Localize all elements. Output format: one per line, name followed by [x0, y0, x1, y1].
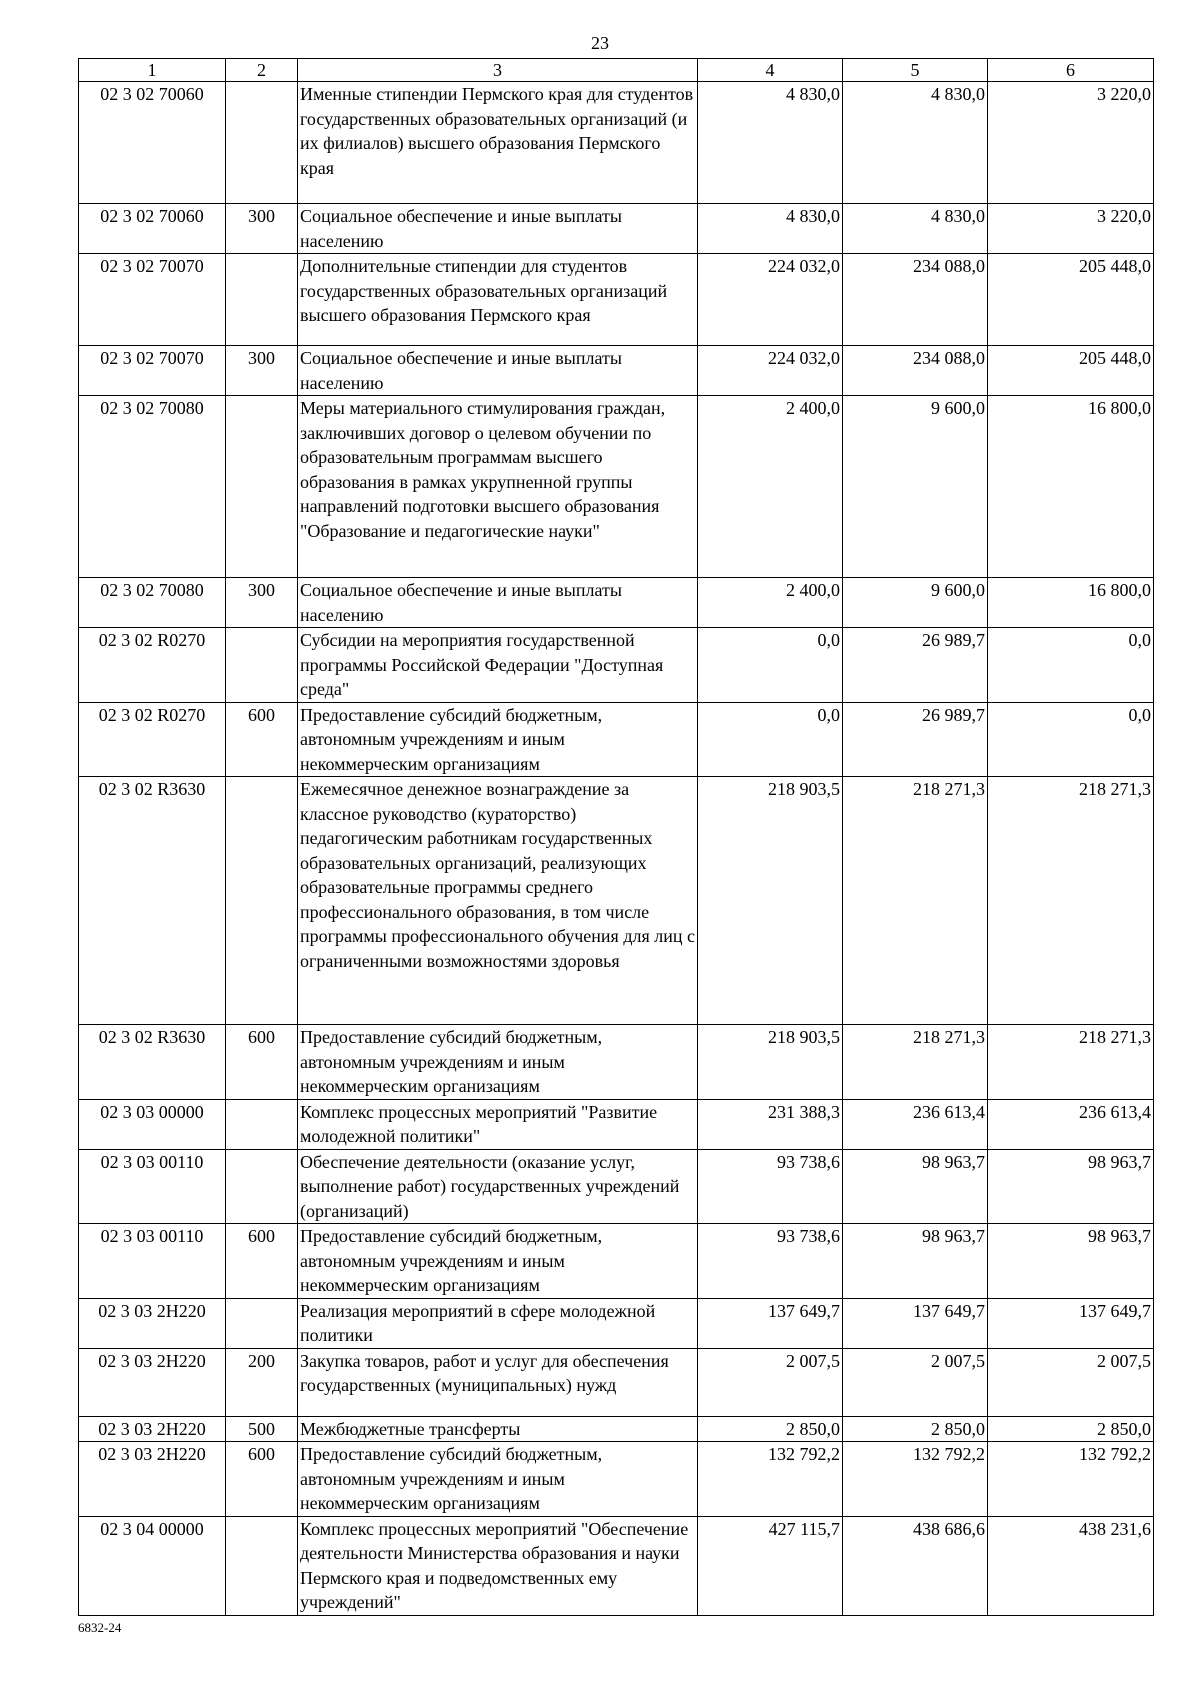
row-name-cell: Предоставление субсидий бюджетным, автономным учреждениям и иным некоммерческим организациям — [298, 1025, 698, 1100]
table-header-row — [79, 59, 1154, 82]
table-row — [79, 204, 1154, 254]
row-code-cell: 02 3 02 R3630 — [79, 777, 226, 1025]
row-expense-type-cell — [226, 1099, 298, 1149]
row-value-col5-cell: 234 088,0 — [843, 254, 988, 346]
row-code-cell: 02 3 02 R0270 — [79, 702, 226, 777]
table-row — [79, 578, 1154, 628]
table-row — [79, 82, 1154, 204]
table-row — [79, 1149, 1154, 1224]
table-row — [79, 1224, 1154, 1299]
row-value-col5-cell: 26 989,7 — [843, 702, 988, 777]
table-row — [79, 1516, 1154, 1615]
row-value-col5-cell: 2 007,5 — [843, 1348, 988, 1416]
row-value-col4-cell: 2 400,0 — [698, 396, 843, 578]
page-number: 23 — [591, 33, 609, 53]
row-code-cell: 02 3 03 2Н220 — [79, 1442, 226, 1517]
budget-table-body — [79, 59, 1154, 1616]
table-row — [79, 777, 1154, 1025]
table-row — [79, 702, 1154, 777]
row-name-cell: Дополнительные стипендии для студентов государственных образовательных организаций высшего образования Пермского края — [298, 254, 698, 346]
table-row — [79, 1298, 1154, 1348]
row-value-col6-cell: 205 448,0 — [988, 346, 1154, 396]
row-name-cell: Межбюджетные трансферты — [298, 1416, 698, 1442]
row-value-col4-cell: 137 649,7 — [698, 1298, 843, 1348]
table-row — [79, 396, 1154, 578]
header-cell-2: 2 — [226, 59, 298, 82]
row-value-col5-cell: 26 989,7 — [843, 628, 988, 703]
row-value-col5-cell: 137 649,7 — [843, 1298, 988, 1348]
row-code-cell: 02 3 03 2Н220 — [79, 1298, 226, 1348]
row-name-cell: Реализация мероприятий в сфере молодежной политики — [298, 1298, 698, 1348]
row-value-col4-cell: 132 792,2 — [698, 1442, 843, 1517]
row-name-cell: Обеспечение деятельности (оказание услуг, выполнение работ) государственных учреждений (организаций) — [298, 1149, 698, 1224]
row-code-cell: 02 3 02 70060 — [79, 82, 226, 204]
row-value-col5-cell: 4 830,0 — [843, 82, 988, 204]
row-value-col4-cell: 4 830,0 — [698, 204, 843, 254]
row-expense-type-cell — [226, 1298, 298, 1348]
row-value-col4-cell: 224 032,0 — [698, 346, 843, 396]
row-name-cell: Комплекс процессных мероприятий "Обеспечение деятельности Министерства образования и науки Пермского края и подведомственных ему учреждений" — [298, 1516, 698, 1615]
row-value-col4-cell: 2 400,0 — [698, 578, 843, 628]
row-value-col5-cell: 9 600,0 — [843, 578, 988, 628]
row-code-cell: 02 3 03 00000 — [79, 1099, 226, 1149]
table-row — [79, 1348, 1154, 1416]
table-row — [79, 346, 1154, 396]
row-expense-type-cell: 600 — [226, 1442, 298, 1517]
table-row — [79, 1416, 1154, 1442]
row-value-col6-cell: 205 448,0 — [988, 254, 1154, 346]
row-expense-type-cell: 600 — [226, 702, 298, 777]
row-value-col4-cell: 0,0 — [698, 628, 843, 703]
row-value-col6-cell: 2 850,0 — [988, 1416, 1154, 1442]
row-expense-type-cell — [226, 396, 298, 578]
row-value-col4-cell: 218 903,5 — [698, 777, 843, 1025]
row-code-cell: 02 3 02 70080 — [79, 396, 226, 578]
row-expense-type-cell: 300 — [226, 578, 298, 628]
row-name-cell: Социальное обеспечение и иные выплаты населению — [298, 578, 698, 628]
row-expense-type-cell: 600 — [226, 1025, 298, 1100]
row-code-cell: 02 3 02 70060 — [79, 204, 226, 254]
row-value-col6-cell: 3 220,0 — [988, 204, 1154, 254]
row-value-col5-cell: 2 850,0 — [843, 1416, 988, 1442]
row-value-col5-cell: 132 792,2 — [843, 1442, 988, 1517]
row-code-cell: 02 3 03 00110 — [79, 1224, 226, 1299]
row-value-col5-cell: 98 963,7 — [843, 1149, 988, 1224]
row-name-cell: Именные стипендии Пермского края для студентов государственных образовательных организаций (и их филиалов) высшего образования Пермского края — [298, 82, 698, 204]
row-code-cell: 02 3 02 R0270 — [79, 628, 226, 703]
row-code-cell: 02 3 02 70070 — [79, 254, 226, 346]
header-cell-1: 1 — [79, 59, 226, 82]
row-value-col6-cell: 3 220,0 — [988, 82, 1154, 204]
row-value-col5-cell: 218 271,3 — [843, 777, 988, 1025]
row-value-col6-cell: 137 649,7 — [988, 1298, 1154, 1348]
row-value-col6-cell: 132 792,2 — [988, 1442, 1154, 1517]
row-code-cell: 02 3 04 00000 — [79, 1516, 226, 1615]
row-value-col6-cell: 16 800,0 — [988, 578, 1154, 628]
row-value-col5-cell: 234 088,0 — [843, 346, 988, 396]
row-name-cell: Предоставление субсидий бюджетным, автономным учреждениям и иным некоммерческим организациям — [298, 1224, 698, 1299]
row-value-col6-cell: 0,0 — [988, 702, 1154, 777]
row-code-cell: 02 3 02 70070 — [79, 346, 226, 396]
row-value-col6-cell: 218 271,3 — [988, 1025, 1154, 1100]
row-value-col6-cell: 0,0 — [988, 628, 1154, 703]
row-value-col4-cell: 0,0 — [698, 702, 843, 777]
row-value-col5-cell: 438 686,6 — [843, 1516, 988, 1615]
budget-table — [78, 58, 1154, 1616]
row-name-cell: Меры материального стимулирования граждан, заключивших договор о целевом обучении по образовательным программам высшего образования в рамках укрупненной группы направлений подготовки высшего образования "Образование и педагогические науки" — [298, 396, 698, 578]
row-name-cell: Предоставление субсидий бюджетным, автономным учреждениям и иным некоммерческим организациям — [298, 1442, 698, 1517]
row-expense-type-cell — [226, 1149, 298, 1224]
row-value-col4-cell: 93 738,6 — [698, 1149, 843, 1224]
row-value-col5-cell: 9 600,0 — [843, 396, 988, 578]
document-footer-code: 6832-24 — [78, 1620, 122, 1635]
row-value-col5-cell: 218 271,3 — [843, 1025, 988, 1100]
header-cell-6: 6 — [988, 59, 1154, 82]
row-value-col4-cell: 224 032,0 — [698, 254, 843, 346]
row-code-cell: 02 3 02 R3630 — [79, 1025, 226, 1100]
row-value-col5-cell: 4 830,0 — [843, 204, 988, 254]
row-code-cell: 02 3 03 2Н220 — [79, 1416, 226, 1442]
header-cell-4: 4 — [698, 59, 843, 82]
row-value-col4-cell: 231 388,3 — [698, 1099, 843, 1149]
row-expense-type-cell: 300 — [226, 346, 298, 396]
row-value-col6-cell: 236 613,4 — [988, 1099, 1154, 1149]
row-name-cell: Комплекс процессных мероприятий "Развитие молодежной политики" — [298, 1099, 698, 1149]
header-cell-3: 3 — [298, 59, 698, 82]
row-value-col4-cell: 2 850,0 — [698, 1416, 843, 1442]
row-name-cell: Социальное обеспечение и иные выплаты населению — [298, 346, 698, 396]
row-code-cell: 02 3 02 70080 — [79, 578, 226, 628]
table-row — [79, 254, 1154, 346]
row-value-col4-cell: 93 738,6 — [698, 1224, 843, 1299]
row-value-col6-cell: 218 271,3 — [988, 777, 1154, 1025]
row-value-col6-cell: 16 800,0 — [988, 396, 1154, 578]
row-expense-type-cell: 300 — [226, 204, 298, 254]
row-value-col6-cell: 98 963,7 — [988, 1149, 1154, 1224]
row-name-cell: Предоставление субсидий бюджетным, автономным учреждениям и иным некоммерческим организациям — [298, 702, 698, 777]
row-code-cell: 02 3 03 00110 — [79, 1149, 226, 1224]
row-expense-type-cell: 500 — [226, 1416, 298, 1442]
row-value-col4-cell: 427 115,7 — [698, 1516, 843, 1615]
table-row — [79, 1099, 1154, 1149]
row-expense-type-cell — [226, 628, 298, 703]
row-expense-type-cell — [226, 82, 298, 204]
row-value-col4-cell: 4 830,0 — [698, 82, 843, 204]
row-value-col6-cell: 438 231,6 — [988, 1516, 1154, 1615]
row-value-col4-cell: 218 903,5 — [698, 1025, 843, 1100]
row-value-col6-cell: 98 963,7 — [988, 1224, 1154, 1299]
row-expense-type-cell — [226, 1516, 298, 1615]
row-value-col5-cell: 98 963,7 — [843, 1224, 988, 1299]
row-value-col4-cell: 2 007,5 — [698, 1348, 843, 1416]
row-name-cell: Социальное обеспечение и иные выплаты населению — [298, 204, 698, 254]
row-code-cell: 02 3 03 2Н220 — [79, 1348, 226, 1416]
table-row — [79, 1442, 1154, 1517]
row-name-cell: Субсидии на мероприятия государственной программы Российской Федерации "Доступная среда" — [298, 628, 698, 703]
row-value-col5-cell: 236 613,4 — [843, 1099, 988, 1149]
row-name-cell: Ежемесячное денежное вознаграждение за классное руководство (кураторство) педагогическим работникам государственных образовательных организаций, реализующих образовательные программы среднего профессионального образования, в том числе программы профессионального обучения для лиц с ограниченными возможностями здоровья — [298, 777, 698, 1025]
row-expense-type-cell — [226, 254, 298, 346]
row-expense-type-cell: 600 — [226, 1224, 298, 1299]
row-expense-type-cell: 200 — [226, 1348, 298, 1416]
table-row — [79, 628, 1154, 703]
row-expense-type-cell — [226, 777, 298, 1025]
row-value-col6-cell: 2 007,5 — [988, 1348, 1154, 1416]
row-name-cell: Закупка товаров, работ и услуг для обеспечения государственных (муниципальных) нужд — [298, 1348, 698, 1416]
header-cell-5: 5 — [843, 59, 988, 82]
table-row — [79, 1025, 1154, 1100]
